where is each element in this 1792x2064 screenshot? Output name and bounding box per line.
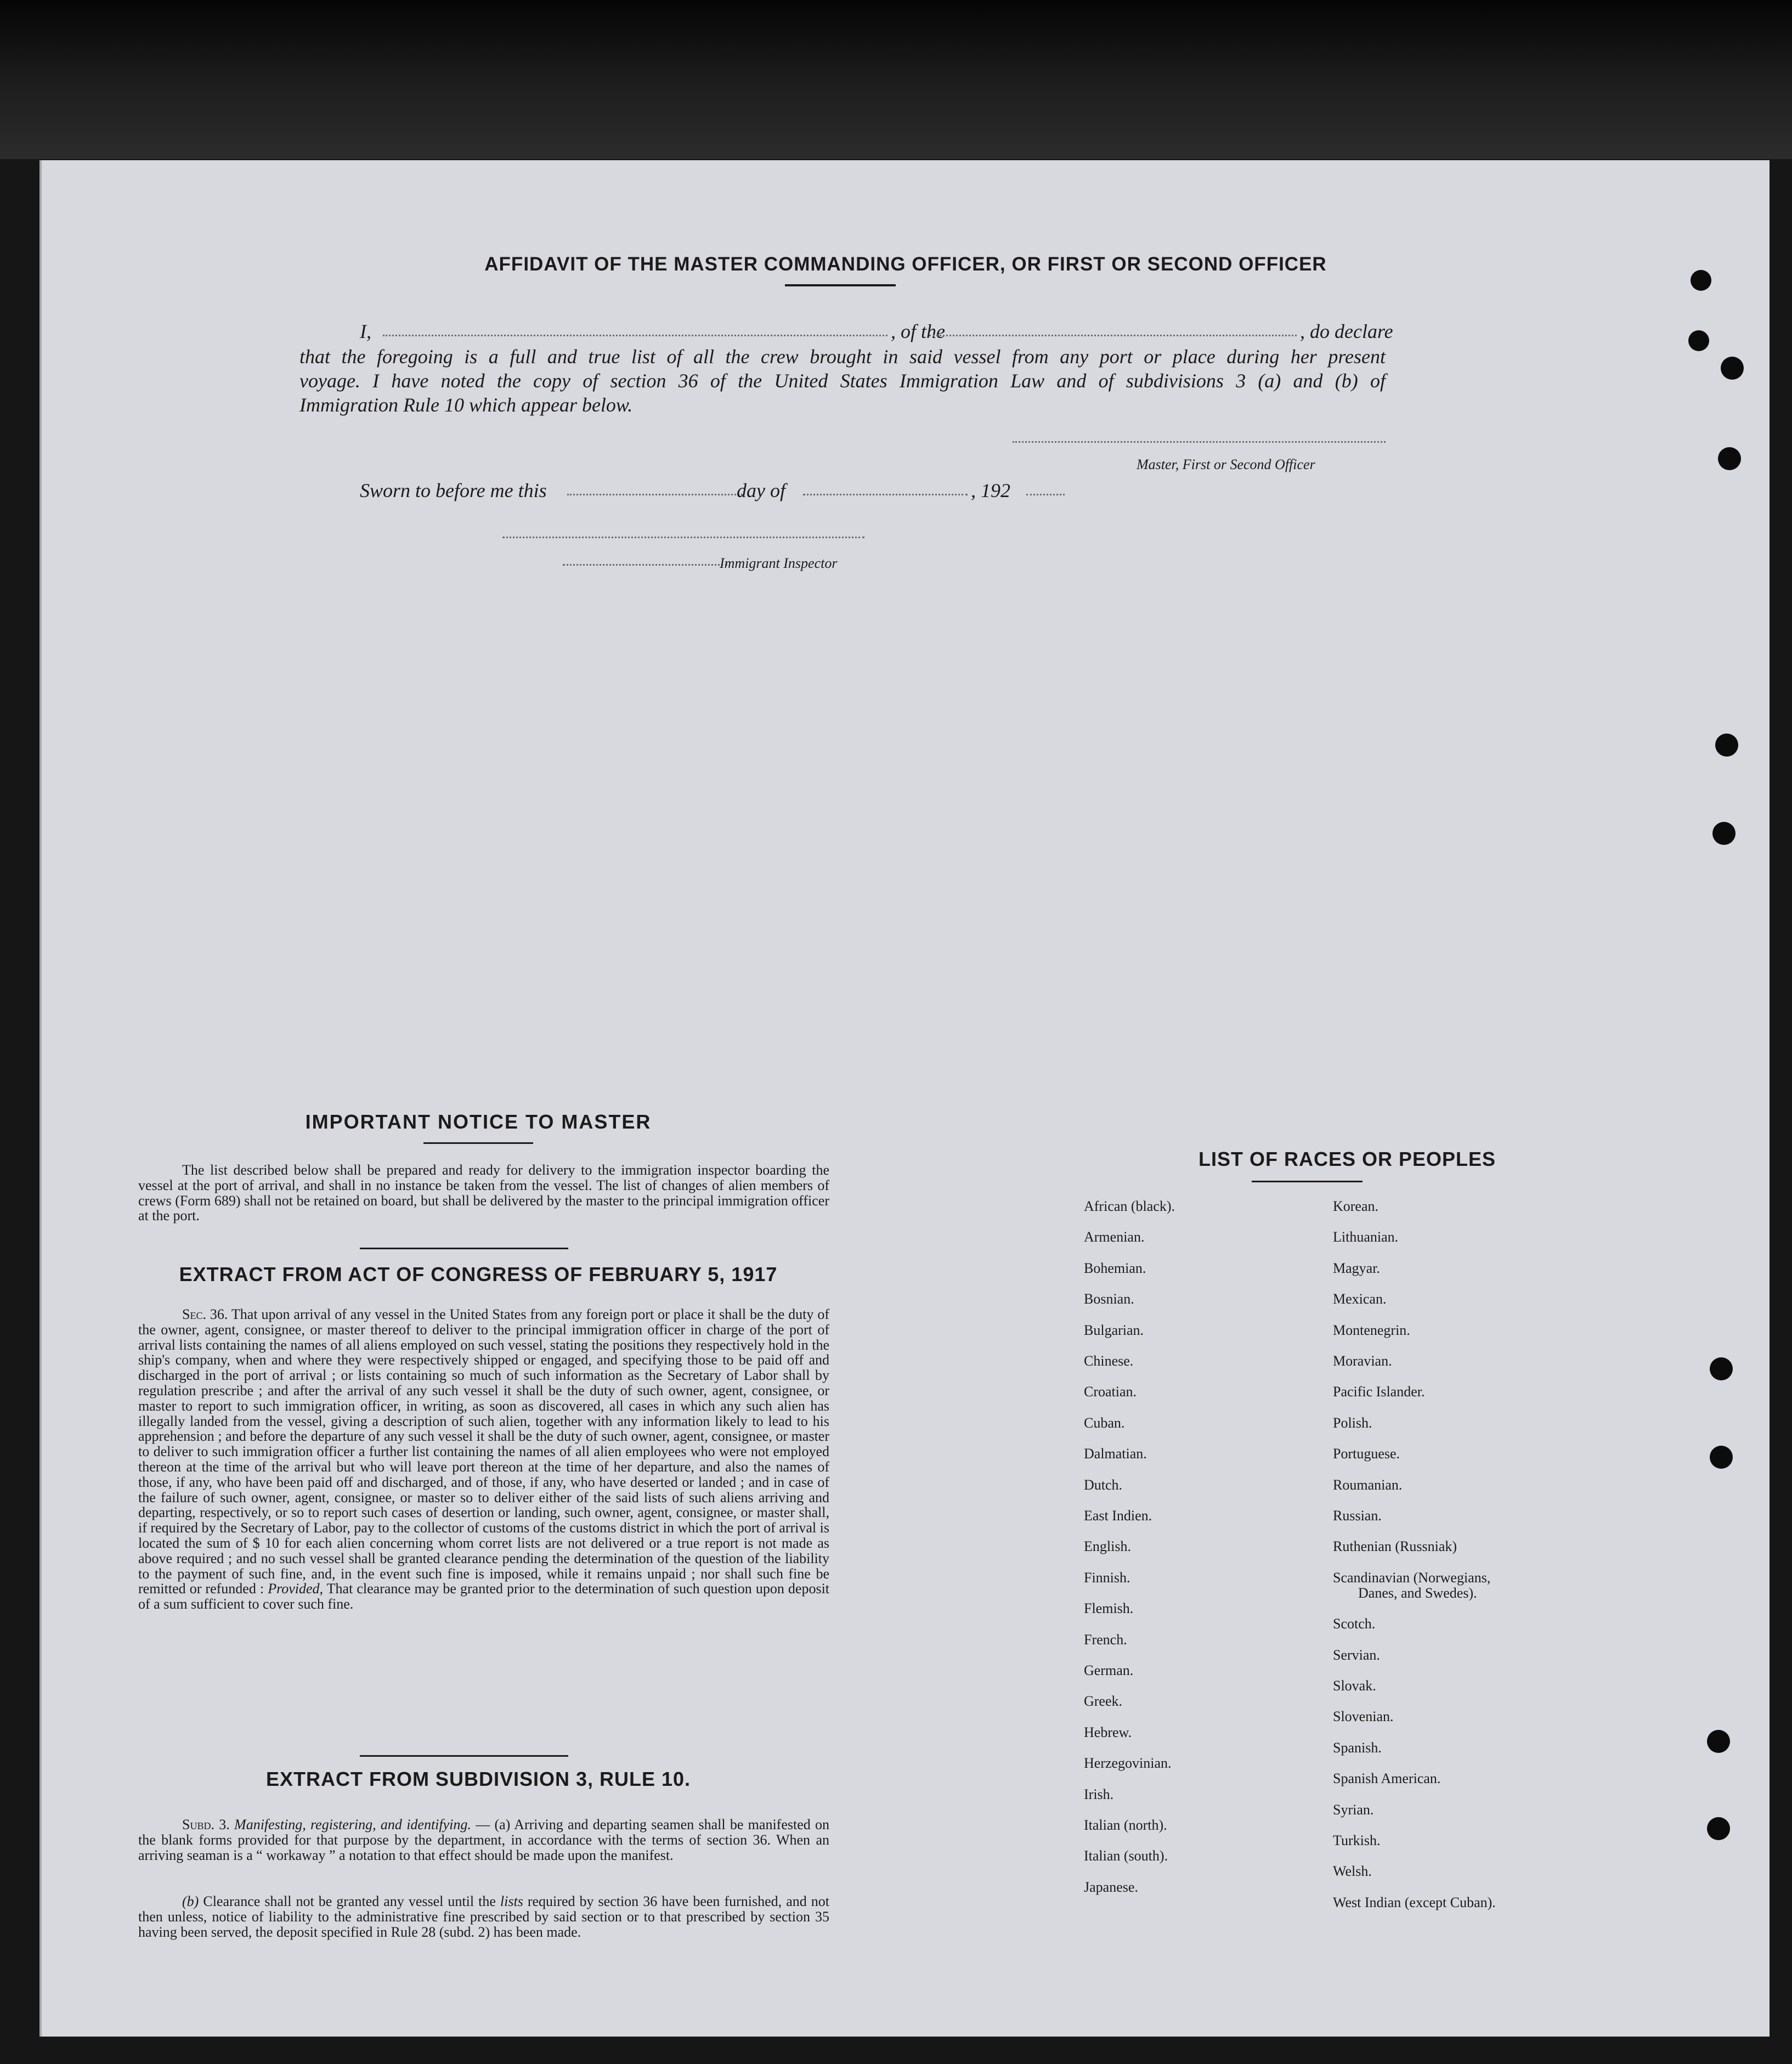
punch-hole — [1710, 1446, 1733, 1469]
subd-3-label: Subd. 3. — [182, 1817, 230, 1832]
sworn-year-field[interactable] — [1026, 494, 1065, 495]
year-label: , 192 — [971, 480, 1010, 501]
race-item: Herzegovinian. — [1084, 1755, 1172, 1772]
race-item: Turkish. — [1333, 1832, 1381, 1848]
act-title: EXTRACT FROM ACT OF CONGRESS OF FEBRUARY 5, 1917 — [179, 1263, 778, 1285]
race-item: Lithuanian. — [1333, 1229, 1399, 1245]
subd-a-label: — (a) — [476, 1817, 511, 1832]
race-item: Japanese. — [1084, 1879, 1138, 1895]
inspector-caption: Immigrant Inspector — [720, 555, 838, 571]
race-item: Flemish. — [1084, 1600, 1134, 1617]
race-item: English. — [1084, 1538, 1131, 1555]
race-item: Spanish American. — [1333, 1770, 1441, 1787]
race-item: Bosnian. — [1084, 1291, 1134, 1307]
sec-36-label: Sec. 36. — [182, 1306, 228, 1322]
day-of-label: day of — [737, 480, 785, 501]
scan-top-border — [0, 0, 1792, 159]
race-item: Italian (north). — [1084, 1817, 1167, 1833]
race-item: Italian (south). — [1084, 1848, 1168, 1864]
inspector-signature-line-2[interactable] — [563, 564, 727, 566]
race-item: Slovak. — [1333, 1678, 1376, 1694]
race-item: African (black). — [1084, 1198, 1175, 1214]
sworn-day-field[interactable] — [567, 494, 743, 495]
rule-paragraph-b — [138, 1894, 829, 1939]
race-item: Armenian. — [1084, 1229, 1145, 1245]
punch-hole — [1712, 822, 1736, 845]
subd-b-lists: lists — [500, 1893, 523, 1909]
subd-b-label: (b) — [182, 1893, 199, 1909]
sworn-month-field[interactable] — [803, 494, 968, 495]
subd-a-text: Arriving and departing seamen shall be manifested on the blank forms provided for that purpose by the department, in accordance with the terms of section 36. When an arriving seaman is a “ workaway ” a notation to that effect should be made upon the manifest. — [138, 1817, 830, 1863]
subd-3-heading: Manifesting, registering, and identifying. — [234, 1817, 471, 1832]
punch-hole — [1691, 270, 1711, 291]
race-item: East Indien. — [1084, 1508, 1152, 1524]
act-paragraph — [138, 1307, 829, 1612]
rule-paragraph-a — [138, 1817, 829, 1863]
provided-label: Provided, — [268, 1581, 324, 1597]
notice-paragraph: The list described below shall be prepared and ready for delivery to the immigration inspector boarding the vessel at the port of arrival, and shall in no instance be taken from the vessel. The list of changes of alien members of crews (Form 689) shall not be retained on board, but shall be delivered by the master to the principal immigration officer at the port. — [138, 1162, 829, 1224]
notice-title: IMPORTANT NOTICE TO MASTER — [305, 1110, 652, 1133]
sec-36-text: That upon arrival of any vessel in the United States from any foreign port or place it shall be the duty of the owner, agent, consignee, or master thereof to deliver to the principal immigration officer in charge of the port of arrival lists containing the names of all aliens employed on such vessel, stating the positions they respectively hold in the ship's company, when and where they were respectively shipped or engaged, and specifying those to be paid off and discharged in the port of arrival ; or lists containing so much of such information as the Secretary of Labor shall by regulation prescribe ; and after the arrival of any such vessel it shall be the duty of such owner, agent, consignee, or master to report to such immigration officer, in writing, as soon as discovered, all cases in which any such alien has illegally landed from the vessel, giving a description of such alien, together with any information likely to lead to his apprehension ; and before the departure of any such vessel it shall be the duty of such owner, agent, consignee, or master to deliver to such immigration officer a further list containing the names of all alien employees who were not employed thereon at the time of the arrival but who will leave port thereon at the time of her departure, and also the names of those, if any, who have been paid off and discharged, and of those, if any, who have deserted or landed ; and in case of the failure of such owner, agent, consignee, or master so to deliver either of the said lists of such aliens arriving and departing, respectively, or so to report such cases of desertion or landing, such owner, agent, consignee, or master shall, if required by the Secretary of Labor, pay to the collector of customs of the customs district in which the port of arrival is located the sum of $ 10 for each alien concerning whom corret lists are not delivered or a true report is not made as above required ; and no such vessel shall be granted clearance pending the determination of the question of the liability to the payment of such fine, and, in the event such fine is imposed, while it remains unpaid ; nor shall such fine be remitted or refunded : — [138, 1306, 830, 1597]
affidavit-line-4: Immigration Rule 10 which appear below. — [299, 394, 633, 416]
race-item: Roumanian. — [1333, 1476, 1403, 1493]
race-item: Scandinavian (Norwegians, — [1333, 1569, 1491, 1586]
affidavit-title-rule — [785, 284, 896, 286]
race-item: Montenegrin. — [1333, 1322, 1410, 1338]
affidavit-line-2: that the foregoing is a full and true list of all the crew brought in said vessel from any port or place during her present — [299, 346, 1386, 368]
subd-b-text-2: required by section 36 have been furnished, and not then unless, notice of liability to the administrative fine prescribed by said section or to that prescribed by section 35 having been served, the deposit specified in Rule 28 (subd. 2) has been made. — [138, 1893, 829, 1940]
race-item: Portuguese. — [1333, 1446, 1400, 1462]
race-item: Finnish. — [1084, 1569, 1130, 1586]
act-end-rule — [360, 1755, 568, 1757]
punch-hole — [1707, 1730, 1730, 1753]
affidavit-of-the-label: , of the — [891, 320, 945, 342]
race-item: Bulgarian. — [1084, 1322, 1144, 1338]
race-item: German. — [1084, 1662, 1134, 1678]
race-item: Moravian. — [1333, 1353, 1392, 1369]
race-item: Russian. — [1333, 1508, 1382, 1524]
race-item: Slovenian. — [1333, 1708, 1394, 1725]
inspector-signature-line[interactable] — [502, 537, 864, 538]
race-item: Spanish. — [1333, 1739, 1382, 1756]
punch-hole — [1710, 1357, 1733, 1380]
punch-hole — [1707, 1817, 1730, 1840]
race-item: Servian. — [1333, 1646, 1380, 1663]
race-item: Hebrew. — [1084, 1724, 1132, 1740]
rule-title: EXTRACT FROM SUBDIVISION 3, RULE 10. — [265, 1768, 691, 1790]
race-item: Welsh. — [1333, 1863, 1372, 1880]
race-item: Pacific Islander. — [1333, 1384, 1425, 1400]
race-item: Scotch. — [1333, 1616, 1376, 1632]
sec-36-proviso: That clearance may be granted prior to the determination of such question upon deposit of a sum sufficient to cover such fine. — [138, 1581, 830, 1612]
race-item: Danes, and Swedes). — [1358, 1584, 1477, 1601]
vessel-name-field[interactable] — [929, 335, 1297, 336]
race-item: Greek. — [1084, 1693, 1123, 1710]
races-title: LIST OF RACES OR PEOPLES — [1198, 1148, 1496, 1170]
notice-end-rule — [360, 1248, 568, 1249]
race-item: Magyar. — [1333, 1260, 1380, 1276]
punch-hole — [1688, 330, 1709, 351]
race-item: Mexican. — [1333, 1291, 1387, 1307]
master-signature-caption: Master, First or Second Officer — [1137, 456, 1315, 472]
affiant-name-field[interactable] — [383, 335, 887, 336]
sworn-label: Sworn to before me this — [360, 480, 547, 501]
race-item: Ruthenian (Russniak) — [1333, 1538, 1457, 1555]
race-item: Bohemian. — [1084, 1260, 1146, 1276]
race-item: French. — [1084, 1631, 1127, 1648]
race-item: Cuban. — [1084, 1414, 1125, 1431]
punch-hole — [1718, 447, 1741, 470]
subd-b-text-1: Clearance shall not be granted any vessel until the — [203, 1893, 496, 1909]
document-page — [39, 160, 1770, 2037]
affidavit-declare-label: , do declare — [1300, 320, 1393, 342]
race-item: Chinese. — [1084, 1353, 1134, 1369]
notice-title-rule — [423, 1142, 533, 1144]
race-item: Dutch. — [1084, 1476, 1123, 1493]
races-title-rule — [1252, 1181, 1363, 1182]
affidavit-title: AFFIDAVIT OF THE MASTER COMMANDING OFFICER, OR FIRST OR SECOND OFFICER — [484, 253, 1327, 275]
master-signature-line[interactable] — [1013, 441, 1386, 443]
race-item: Dalmatian. — [1084, 1446, 1147, 1462]
race-item: Irish. — [1084, 1786, 1114, 1802]
punch-hole — [1721, 357, 1744, 380]
punch-hole — [1715, 734, 1738, 757]
race-item: Syrian. — [1333, 1801, 1374, 1818]
race-item: Korean. — [1333, 1198, 1379, 1214]
race-item: Polish. — [1333, 1414, 1372, 1431]
affidavit-i-label: I, — [360, 320, 371, 342]
race-item: West Indian (except Cuban). — [1333, 1894, 1496, 1910]
affidavit-line-3: voyage. I have noted the copy of section 36 of the United States Immigration Law and of subdivisions 3 (a) and (b) of — [299, 370, 1386, 392]
race-item: Croatian. — [1084, 1384, 1137, 1400]
